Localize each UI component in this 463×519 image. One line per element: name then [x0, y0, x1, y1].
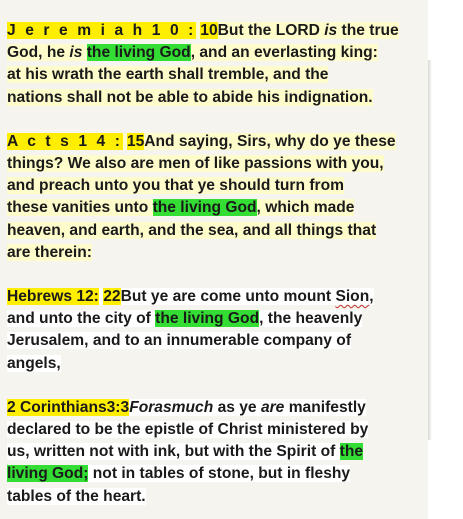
- verse-text: , and an everlasting king:: [190, 44, 378, 62]
- verse-text: declared to be the epistle of Christ ministered by: [7, 421, 369, 439]
- verse-text: angels,: [7, 354, 61, 372]
- living-god-highlight: living God;: [7, 465, 89, 483]
- spellcheck-word: Sion: [335, 288, 370, 306]
- verse-text: ,: [369, 288, 374, 306]
- living-god-highlight: the living God: [155, 310, 260, 328]
- verse-text: manifestly: [284, 398, 366, 416]
- verse-jeremiah: [7, 20, 421, 109]
- verse-text: But the LORD: [217, 22, 325, 39]
- verse-text: things? We also are men of like passions with you,: [7, 155, 384, 173]
- verse-reference: 2 Corinthians3:3: [7, 398, 130, 416]
- verse-text: , which made: [256, 199, 355, 217]
- verse-text: as ye: [213, 398, 261, 416]
- verse-text: these vanities unto: [7, 199, 153, 217]
- italic-word: are: [260, 398, 285, 416]
- verse-number: 22: [103, 288, 121, 306]
- verse-reference: A c t s 1 4 :: [7, 132, 123, 150]
- verse-reference: Hebrews 12:: [7, 288, 99, 306]
- verse-text: are therein:: [7, 243, 92, 261]
- verse-text: nations shall not be able to abide his indignation.: [7, 88, 373, 106]
- verse-text: And saying, Sirs, why do ye these: [144, 132, 396, 150]
- italic-word: is: [324, 22, 338, 39]
- verse-text: But ye are come unto mount: [120, 288, 336, 306]
- verse-text: Jerusalem, and to an innumerable company of: [7, 332, 352, 350]
- verse-text: and preach unto you that ye should turn from: [7, 177, 345, 195]
- verse-text: tables of the heart.: [7, 487, 146, 505]
- verse-text: , the heavenly: [259, 310, 363, 328]
- verse-text: heaven, and earth, and the sea, and all things that: [7, 221, 377, 239]
- verse-text: the true: [337, 22, 399, 39]
- verse-text: not in tables of stone, but in fleshy: [88, 465, 351, 483]
- verse-hebrews: [7, 286, 421, 375]
- living-god-highlight: the living God: [86, 44, 191, 62]
- verse-reference: J e r e m i a h 1 0 :: [7, 22, 196, 39]
- document-body: [7, 20, 421, 508]
- verse-number: 10: [200, 22, 218, 39]
- verse-acts: [7, 131, 421, 264]
- italic-word: Forasmuch: [129, 398, 214, 416]
- verse-text: God, he: [7, 44, 70, 62]
- living-god-highlight: the living God: [152, 199, 257, 217]
- italic-word: is: [69, 44, 83, 62]
- page-edge-shadow: [428, 60, 432, 440]
- verse-text: us, written not with ink, but with the Spirit of: [7, 443, 340, 461]
- verse-text: and unto the city of: [7, 310, 156, 328]
- verse-corinthians: [7, 397, 421, 508]
- living-god-highlight: the: [339, 443, 364, 461]
- verse-number: 15: [126, 132, 145, 150]
- verse-text: at his wrath the earth shall tremble, and the: [7, 66, 329, 84]
